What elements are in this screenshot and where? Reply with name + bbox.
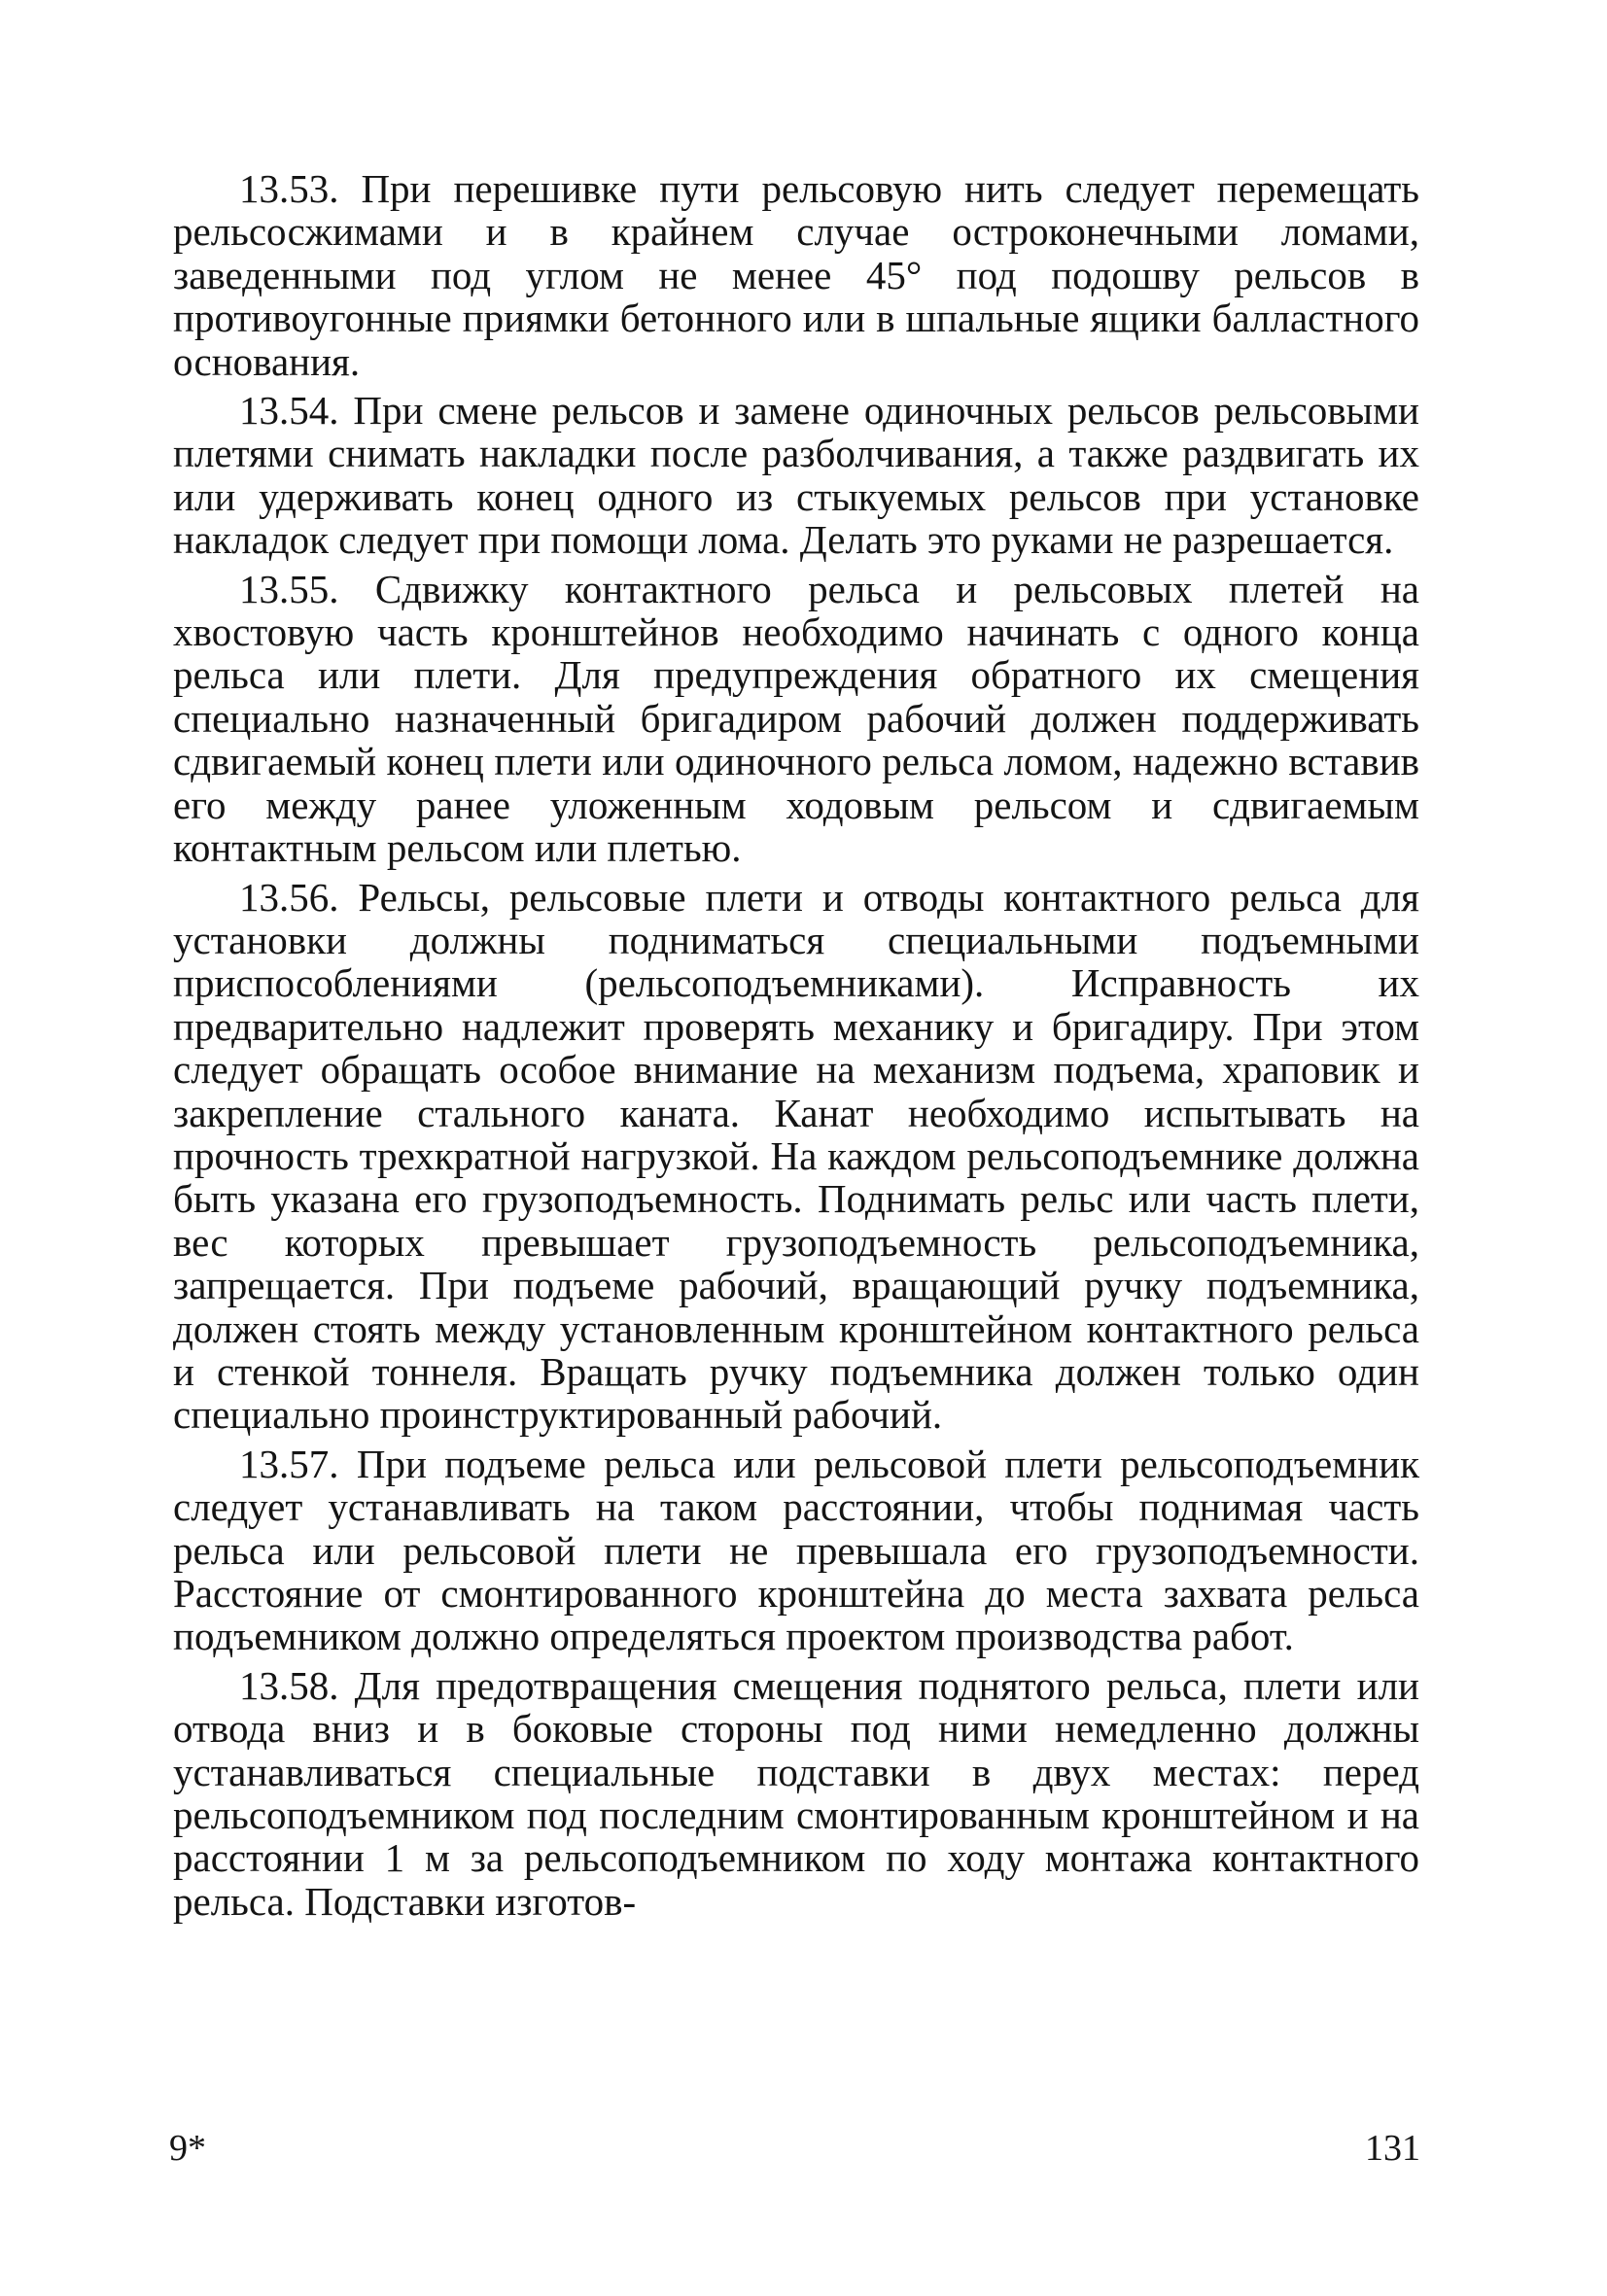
signature-mark: 9* — [169, 2128, 206, 2169]
paragraph-13-57: 13.57. При подъеме рельса или рельсовой плети рельсоподъемник следует устанавливать на таком расстоянии, чтобы поднимая часть рельса или рельсовой плети не превышала его грузоподъемности. Расстояние от смонтированного кронштейна до места захвата рельса подъемником должно определяться проектом производства работ. — [173, 1441, 1419, 1659]
paragraph-13-55: 13.55. Сдвижку контактного рельса и рельсовых плетей на хвостовую часть кронштейнов необходимо начинать с одного конца рельса или плети. Для предупреждения обратного их смещения специально назначенный бригадиром рабочий должен поддерживать сдвигаемый конец плети или одиночного рельса ломом, надежно вставив его между ранее уложенным ходовым рельсом и сдвигаемым контактным рельсом или плетью. — [173, 566, 1419, 871]
paragraph-13-53: 13.53. При перешивке пути рельсовую нить следует перемещать рельсосжимами и в крайнем случае остроконечными ломами, заведенными под углом не менее 45° под подошву рельсов в противоугонные приямки бетонного или в шпальные ящики балластного основания. — [173, 166, 1419, 384]
paragraph-13-58: 13.58. Для предотвращения смещения поднятого рельса, плети или отвода вниз и в боковые стороны под ними немедленно должны устанавливаться специальные подставки в двух местах: перед рельсоподъемником под последним смонтированным кронштейном и на расстоянии 1 м за рельсоподъемником по ходу монтажа контактного рельса. Подставки изготов- — [173, 1662, 1419, 1924]
body-text — [173, 167, 1419, 1923]
paragraph-13-54: 13.54. При смене рельсов и замене одиночных рельсов рельсовыми плетями снимать накладки после разболчивания, а также раздвигать их или удерживать конец одного из стыкуемых рельсов при установке накладок следует при помощи лома. Делать это руками не разрешается. — [173, 388, 1419, 563]
paragraph-13-56: 13.56. Рельсы, рельсовые плети и отводы контактного рельса для установки должны подниматься специальными подъемными приспособлениями (рельсоподъемниками). Исправность их предварительно надлежит проверять механику и бригадиру. При этом следует обращать особое внимание на механизм подъема, храповик и закрепление стального каната. Канат необходимо испытывать на прочность трехкратной нагрузкой. На каждом рельсоподъемнике должна быть указана его грузоподъемность. Поднимать рельс или часть плети, вес которых превышает грузоподъемность рельсоподъемника, запрещается. При подъеме рабочий, вращающий ручку подъемника, должен стоять между установленным кронштейном контактного рельса и стенкой тоннеля. Вращать ручку подъемника должен только один специально проинструктированный рабочий. — [173, 874, 1419, 1438]
page-number: 131 — [1365, 2128, 1420, 2169]
